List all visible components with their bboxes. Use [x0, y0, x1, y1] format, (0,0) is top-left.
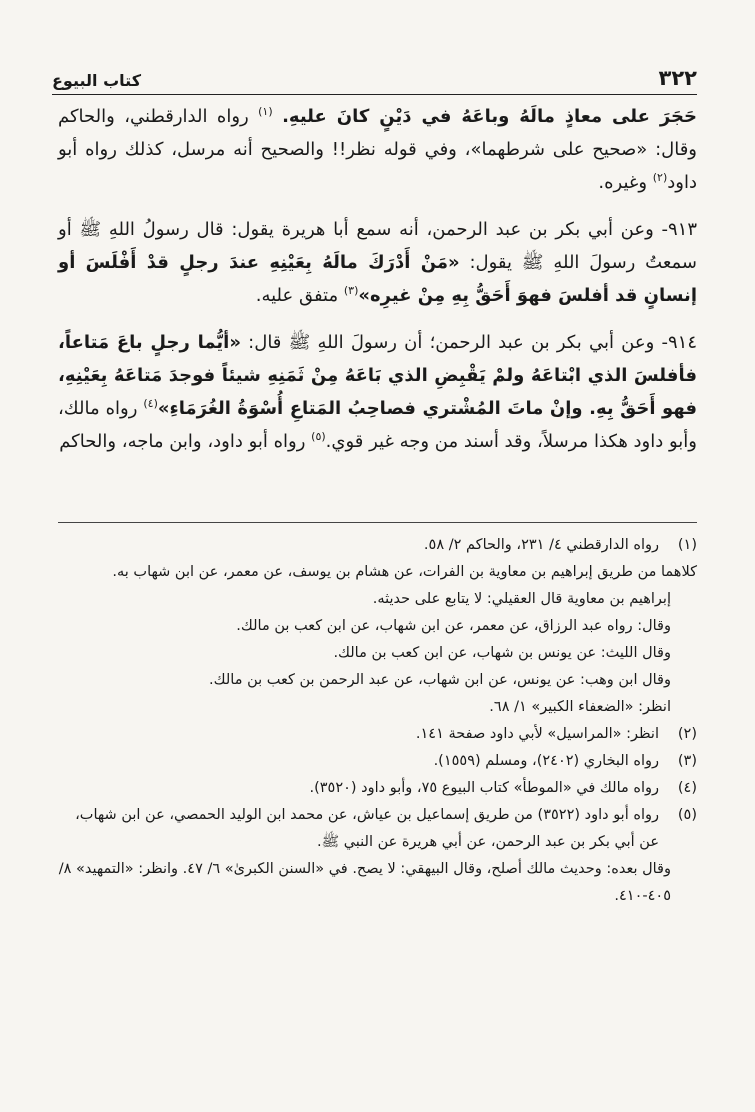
footnote-ref: (٢): [652, 171, 668, 184]
page-header: [52, 58, 697, 95]
hadith-chain: ٩١٤- وعن أبي بكر بن عبد الرحمن؛ أن رسولَ اللهِ ﷺ قال:: [248, 332, 697, 353]
footnote-1-line: وقال الليث: عن يونس بن شهاب، عن ابن كعب بن مالك.: [333, 645, 671, 661]
main-text: [58, 100, 697, 472]
footnote-5: [58, 802, 697, 856]
hadith-grading: رواه مالك، وأبو داود هكذا مرسلاً، وقد أسند من وجه غير قوي.: [58, 398, 697, 452]
footnote-1-line: كلاهما من طريق إبراهيم بن معاوية بن الفرات، عن هشام بن يوسف، عن معمر، عن ابن شهاب به.: [112, 564, 697, 580]
hadith-grading: رواه أبو داود، وابن ماجه، والحاكم: [59, 431, 306, 452]
footnotes: [58, 532, 697, 910]
footnote-ref: (١): [258, 105, 273, 118]
paragraph-intro: [58, 100, 697, 199]
hadith-tail: حَجَرَ على معاذٍ مالَهُ وباعَهُ في دَيْنٍ كانَ عليهِ.: [282, 106, 697, 127]
footnote-ref: (٤): [143, 397, 158, 410]
footnote-1: [58, 532, 697, 559]
hadith-chain: ٩١٣- وعن أبي بكر بن عبد الرحمن، أنه سمع أبا هريرة يقول: قال رسولُ اللهِ ﷺ أو سمعتُ رسولَ اللهِ ﷺ يقول:: [58, 219, 697, 273]
footnote-number: (٢): [677, 726, 697, 742]
footnote-text: انظر: «المراسيل» لأبي داود صفحة ١٤١.: [415, 726, 659, 742]
commentary: وغيره.: [598, 172, 648, 193]
hadith-913: [58, 213, 697, 312]
footnote-3: [58, 748, 697, 775]
footnote-separator: [58, 522, 697, 523]
footnote-number: (١): [677, 537, 697, 553]
footnote-text: رواه البخاري (٢٤٠٢)، ومسلم (١٥٥٩).: [433, 753, 659, 769]
hadith-grading: متفق عليه.: [255, 285, 339, 306]
footnote-1-line: وقال ابن وهب: عن يونس، عن ابن شهاب، عن عبد الرحمن بن كعب بن مالك.: [209, 672, 671, 688]
running-title: كتاب البيوع: [52, 71, 142, 90]
footnote-text: رواه أبو داود (٣٥٢٢) من طريق إسماعيل بن عياش، عن محمد ابن الوليد الحمصي، عن ابن شهاب، عن أبي بكر بن عبد الرحمن، عن أبي هريرة عن النبي ﷺ.: [75, 807, 659, 850]
commentary: رواه الدارقطني، والحاكم وقال: «صحيح على شرطهما»، وفي قوله نظر!! والصحيح أنه مرسل، كذلك رواه أبو داود: [58, 106, 697, 193]
page-number: ٣٢٢: [658, 66, 697, 90]
footnote-number: (٥): [677, 807, 697, 823]
footnote-ref: (٣): [343, 284, 359, 297]
hadith-text: «أيُّما رجلٍ باعَ مَتاعاً، فأفلسَ الذي ابْتاعَهُ ولمْ يَقْبِضِ الذي بَاعَهُ مِنْ ثَمَنِهِ شيئاً فوجدَ مَتاعَهُ بِعَيْنِهِ، فهو أَحَقُّ بِهِ. وإنْ ماتَ المُشْتري فصاحِبُ المَتاعِ أُسْوَةُ الغُرَمَاءِ»: [58, 332, 697, 419]
footnote-text: رواه الدارقطني ٤/ ٢٣١، والحاكم ٢/ ٥٨.: [423, 537, 659, 553]
footnote-4: [58, 775, 697, 802]
footnote-text: رواه مالك في «الموطأ» كتاب البيوع ٧٥، وأبو داود (٣٥٢٠).: [309, 780, 659, 796]
footnote-1-line: وقال: رواه عبد الرزاق، عن معمر، عن ابن شهاب، عن ابن كعب بن مالك.: [236, 618, 671, 634]
footnote-1-line: انظر: «الضعفاء الكبير» ١/ ٦٨.: [489, 699, 671, 715]
footnote-number: (٤): [677, 780, 697, 796]
hadith-text: «مَنْ أَدْرَكَ مالَهُ بِعَيْنِهِ عندَ رجلٍ قدْ أَفْلَسَ أو إنسانٍ قد أفلسَ فهوَ أَحَقُّ بِهِ مِنْ غيرِه»: [58, 252, 697, 306]
footnote-ref: (٥): [311, 430, 326, 443]
hadith-914: [58, 326, 697, 458]
footnote-1-line: إبراهيم بن معاوية قال العقيلي: لا يتابع على حديثه.: [372, 591, 671, 607]
footnote-5-line: وقال بعده: وحديث مالك أصلح، وقال البيهقي: لا يصح. في «السنن الكبرىٰ» ٦/ ٤٧. وانظر: «التمهيد» ٨/ ٤٠٥-٤١٠.: [58, 861, 671, 904]
footnote-number: (٣): [677, 753, 697, 769]
footnote-2: [58, 721, 697, 748]
